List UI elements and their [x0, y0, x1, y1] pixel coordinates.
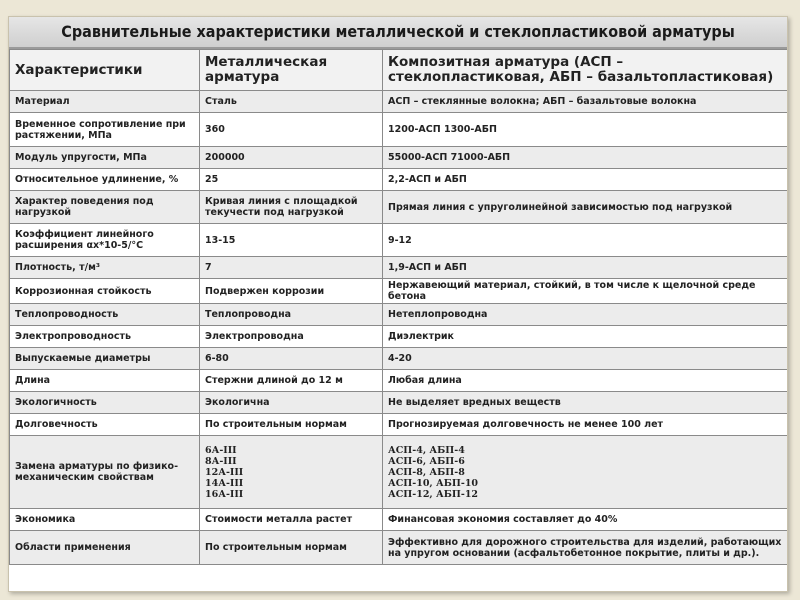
row-composite-value: 55000-АСП 71000-АБП	[383, 147, 788, 169]
table-row	[10, 113, 788, 147]
table-row	[10, 257, 788, 279]
row-composite-value: Финансовая экономия составляет до 40%	[383, 509, 788, 531]
row-metal-value: Подвержен коррозии	[200, 279, 383, 304]
table-row	[10, 326, 788, 348]
header-metal: Металлическая арматура	[200, 50, 383, 91]
header-row	[10, 50, 788, 91]
row-metal-value: Стоимости металла растет	[200, 509, 383, 531]
row-composite-value: Нержавеющий материал, стойкий, в том числе к щелочной среде бетона	[383, 279, 788, 304]
row-composite-value: Нетеплопроводна	[383, 304, 788, 326]
row-metal-value: 6А-III 8А-III 12А-III 14А-III 16А-III	[200, 436, 383, 509]
row-metal-value: Экологична	[200, 392, 383, 414]
row-composite-value: 1,9-АСП и АБП	[383, 257, 788, 279]
row-metal-value: Кривая линия с площадкой текучести под нагрузкой	[200, 191, 383, 224]
row-composite-value: Прогнозируемая долговечность не менее 100 лет	[383, 414, 788, 436]
table-row	[10, 414, 788, 436]
row-metal-value: 13-15	[200, 224, 383, 257]
row-metal-value: 360	[200, 113, 383, 147]
row-characteristic: Материал	[10, 91, 200, 113]
row-metal-value: Сталь	[200, 91, 383, 113]
row-composite-value: 2,2-АСП и АБП	[383, 169, 788, 191]
table-row	[10, 191, 788, 224]
row-characteristic: Замена арматуры по физико-механическим свойствам	[10, 436, 200, 509]
row-characteristic: Модуль упругости, МПа	[10, 147, 200, 169]
slide-frame	[8, 16, 788, 592]
table-row	[10, 392, 788, 414]
row-metal-value: Электропроводна	[200, 326, 383, 348]
row-composite-value: 1200-АСП 1300-АБП	[383, 113, 788, 147]
table-row	[10, 348, 788, 370]
row-metal-value: Теплопроводна	[200, 304, 383, 326]
row-metal-value: 25	[200, 169, 383, 191]
row-characteristic: Временное сопротивление при растяжении, МПа	[10, 113, 200, 147]
row-metal-value: Стержни длиной до 12 м	[200, 370, 383, 392]
row-characteristic: Электропроводность	[10, 326, 200, 348]
row-characteristic: Экологичность	[10, 392, 200, 414]
row-composite-value: Не выделяет вредных веществ	[383, 392, 788, 414]
row-metal-value: 200000	[200, 147, 383, 169]
row-composite-value: Эффективно для дорожного строительства для изделий, работающих на упругом основании (асфальтобетонное покрытие, плиты и др.).	[383, 531, 788, 565]
table-row	[10, 509, 788, 531]
row-characteristic: Относительное удлинение, %	[10, 169, 200, 191]
row-composite-value: Диэлектрик	[383, 326, 788, 348]
header-characteristics: Характеристики	[10, 50, 200, 91]
row-characteristic: Коррозионная стойкость	[10, 279, 200, 304]
row-characteristic: Характер поведения под нагрузкой	[10, 191, 200, 224]
table-row	[10, 279, 788, 304]
row-characteristic: Теплопроводность	[10, 304, 200, 326]
row-composite-value: АСП-4, АБП-4 АСП-6, АБП-6 АСП-8, АБП-8 АСП-10, АБП-10 АСП-12, АБП-12	[383, 436, 788, 509]
row-composite-value: Прямая линия с упруголинейной зависимостью под нагрузкой	[383, 191, 788, 224]
table-row	[10, 370, 788, 392]
table-row	[10, 304, 788, 326]
row-metal-value: 6-80	[200, 348, 383, 370]
table-row	[10, 147, 788, 169]
row-metal-value: По строительным нормам	[200, 414, 383, 436]
header-composite: Композитная арматура (АСП – стеклопластиковая, АБП – базальтопластиковая)	[383, 50, 788, 91]
row-composite-value: 9-12	[383, 224, 788, 257]
row-characteristic: Выпускаемые диаметры	[10, 348, 200, 370]
table-row	[10, 91, 788, 113]
table-row	[10, 531, 788, 565]
comparison-table	[9, 49, 788, 565]
row-composite-value: 4-20	[383, 348, 788, 370]
row-metal-value: По строительным нормам	[200, 531, 383, 565]
row-metal-value: 7	[200, 257, 383, 279]
row-characteristic: Коэффициент линейного расширения αх*10-5/°С	[10, 224, 200, 257]
row-composite-value: Любая длина	[383, 370, 788, 392]
row-characteristic: Области применения	[10, 531, 200, 565]
table-row	[10, 169, 788, 191]
row-characteristic: Экономика	[10, 509, 200, 531]
row-characteristic: Длина	[10, 370, 200, 392]
slide-title: Сравнительные характеристики металлической и стеклопластиковой арматуры	[9, 17, 787, 49]
table-row	[10, 436, 788, 509]
row-characteristic: Долговечность	[10, 414, 200, 436]
table-body	[10, 91, 788, 565]
row-characteristic: Плотность, т/м³	[10, 257, 200, 279]
table-row	[10, 224, 788, 257]
row-composite-value: АСП – стеклянные волокна; АБП – базальтовые волокна	[383, 91, 788, 113]
